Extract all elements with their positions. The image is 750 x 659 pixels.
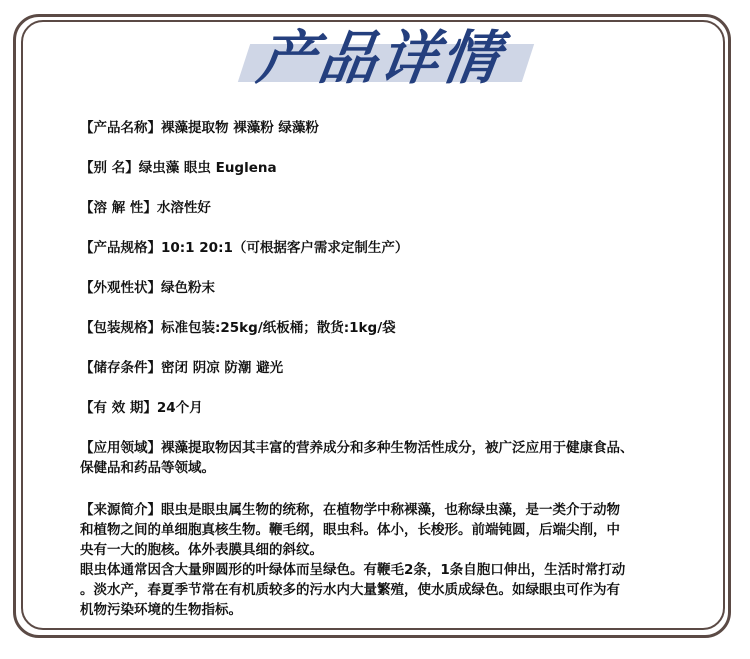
detail-value: 绿虫藻 眼虫 Euglena	[138, 160, 277, 176]
detail-label: 【别 名】	[80, 160, 139, 176]
detail-packaging	[80, 318, 680, 338]
detail-value: 10:1 20:1（可根据客户需求定制生产）	[161, 240, 409, 256]
application-line-1	[80, 438, 680, 458]
detail-storage	[80, 358, 680, 378]
source-line-3: 央有一大的胞核。体外表膜具细的斜纹。	[80, 542, 323, 558]
page-title: 产品详情	[253, 24, 507, 92]
detail-shelf-life	[80, 398, 680, 418]
detail-label: 【储存条件】	[80, 360, 161, 376]
source-line-2: 和植物之间的单细胞真核生物。鞭毛纲，眼虫科。体小，长梭形。前端钝圆，后端尖削，中	[80, 522, 620, 538]
product-details	[80, 118, 680, 620]
detail-label: 【外观性状】	[80, 280, 161, 296]
detail-label: 【产品名称】	[80, 120, 161, 136]
detail-label: 【包装规格】	[80, 320, 161, 336]
detail-source	[80, 500, 680, 620]
source-line-5: 。淡水产，春夏季节常在有机质较多的污水内大量繁殖，使水质成绿色。如绿眼虫可作为有	[80, 582, 620, 598]
detail-application	[80, 438, 680, 478]
detail-value: 裸藻提取物因其丰富的营养成分和多种生物活性成分，被广泛应用于健康食品、	[161, 440, 634, 456]
detail-label: 【来源简介】	[80, 502, 161, 518]
detail-value: 24个月	[156, 400, 203, 416]
application-line-2: 保健品和药品等领域。	[80, 460, 215, 476]
detail-label: 【产品规格】	[80, 240, 161, 256]
detail-value: 眼虫是眼虫属生物的统称，在植物学中称裸藻，也称绿虫藻，是一类介于动物	[161, 502, 620, 518]
detail-label: 【应用领域】	[80, 440, 161, 456]
detail-product-name	[80, 118, 680, 138]
detail-value: 水溶性好	[156, 200, 211, 216]
detail-value: 裸藻提取物 裸藻粉 绿藻粉	[161, 120, 319, 136]
detail-label: 【溶 解 性】	[80, 200, 157, 216]
detail-alias	[80, 158, 680, 178]
detail-specification	[80, 238, 680, 258]
source-line-1	[80, 500, 680, 520]
detail-solubility	[80, 198, 680, 218]
detail-appearance	[80, 278, 680, 298]
source-line-4: 眼虫体通常因含大量卵圆形的叶绿体而呈绿色。有鞭毛2条，1条自胞口伸出，生活时常打动	[80, 562, 626, 578]
detail-value: 绿色粉末	[161, 280, 215, 296]
source-line-6: 机物污染环境的生物指标。	[80, 602, 242, 618]
detail-value: 标准包装:25kg/纸板桶；散货:1kg/袋	[161, 320, 396, 336]
detail-label: 【有 效 期】	[80, 400, 157, 416]
detail-value: 密闭 阴凉 防潮 避光	[161, 360, 284, 376]
